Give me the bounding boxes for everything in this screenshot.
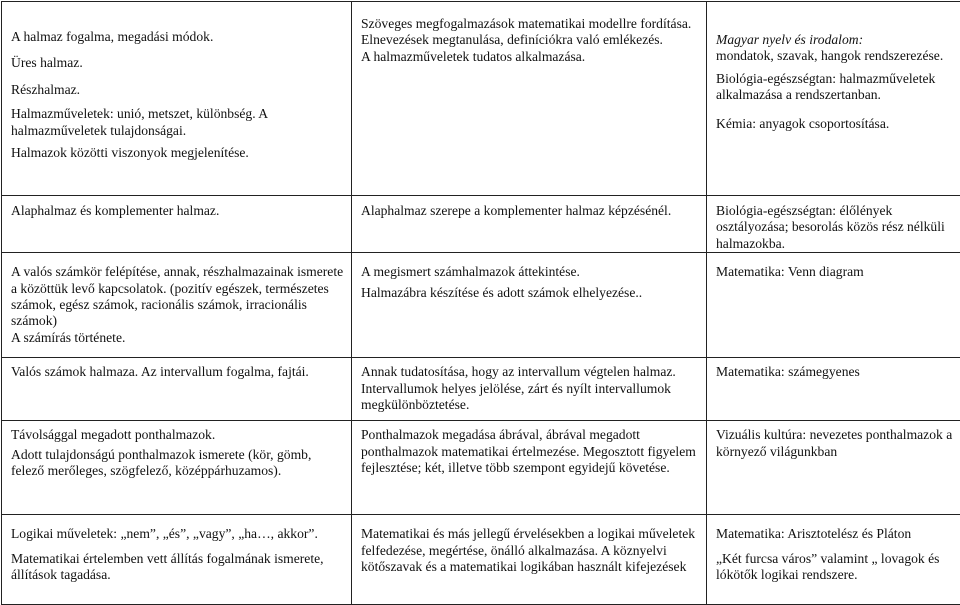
topic-cell [2,358,352,421]
cell-text: Távolsággal megadott ponthalmazok. [11,427,216,443]
cell-text: Ponthalmazok megadása ábrával, ábrával megadott ponthalmazok matematikai értelmezése. Megosztott figyelem fejlesztése; két, illetve több szempont egyidejű követése. [361,427,696,476]
table-row [2,421,960,515]
connections-cell [707,421,960,515]
cell-text: A halmaz fogalma, megadási módok. [11,29,214,44]
cell-text: Üres halmaz. [11,55,83,71]
cell-title: Magyar nyelv és irodalom: [716,32,864,47]
connections-cell [707,515,960,605]
cell-text: Alaphalmaz és komplementer halmaz. [11,203,220,218]
cell-text: Valós számok halmaza. Az intervallum fogalma, fajtái. [11,364,309,380]
connections-cell [707,2,960,196]
cell-text: Vizuális kultúra: nevezetes ponthalmazok a környező világunkban [716,427,953,459]
cell-text: „Két furcsa város” valamint „ lovagok és lókötők logikai rendszere. [716,550,940,583]
cell-text: Biológia-egészségtan: halmazműveletek alkalmazása a rendszertanban. [716,70,936,103]
topic-cell [2,421,352,515]
curriculum-table [1,1,960,605]
table-row [2,196,960,253]
cell-text: mondatok, szavak, hangok rendszerezése. [716,48,944,64]
cell-text: Elnevezések megtanulása, definíciókra való emlékezés. [361,32,663,48]
cell-text: A megismert számhalmazok áttekintése. [361,264,580,280]
skills-cell [352,421,707,515]
table-row [2,253,960,358]
topic-cell [2,515,352,605]
skills-cell [352,2,707,196]
cell-text: A halmazműveletek tudatos alkalmazása. [361,48,586,64]
cell-text: Matematikai és más jellegű érvelésekben a logikai műveletek felfedezése, megértése, önálló alkalmazása. A köznyelvi kötőszavak és a matematikai logikában használt kifejezések [361,526,696,575]
cell-text: Matematikai értelemben vett állítás fogalmának ismerete, állítások tagadása. [11,550,324,583]
cell-text: Biológia-egészségtan: élőlények osztályozása; besorolás közös rész nélküli halmazokba. [716,203,945,251]
cell-text: Halmazábra készítése és adott számok elhelyezése.. [361,284,643,300]
connections-cell [707,196,960,253]
skills-cell [352,358,707,421]
cell-text: Szöveges megfogalmazások matematikai modellre fordítása. [361,16,692,31]
cell-text: Adott tulajdonságú ponthalmazok ismerete (kör, gömb, felező merőleges, szögfelező, középpárhuzamos). [11,446,312,479]
skills-cell [352,196,707,253]
topic-cell [2,196,352,253]
connections-cell [707,253,960,358]
skills-cell [352,515,707,605]
cell-text: A számírás története. [11,329,126,345]
skills-cell [352,253,707,358]
cell-text: Matematika: Arisztotelész és Pláton [716,526,912,542]
cell-text: Halmazok közötti viszonyok megjelenítése. [11,145,249,161]
table-row [2,2,960,196]
topic-cell [2,2,352,196]
cell-text: Logikai műveletek: „nem”, „és”, „vagy”, „ha…, akkor”. [11,526,318,542]
cell-text: Matematika: Venn diagram [716,264,864,280]
table-row [2,358,960,421]
cell-text: Részhalmaz. [11,81,81,97]
topic-cell [2,253,352,358]
cell-text: Matematika: számegyenes [716,364,860,380]
connections-cell [707,358,960,421]
cell-text: Annak tudatosítása, hogy az intervallum végtelen halmaz. Intervallumok helyes jelölése, zárt és nyílt intervallumok megkülönböztetése. [361,364,676,413]
cell-text: A valós számkör felépítése, annak, részhalmazainak ismerete a közöttük levő kapcsolatok. (pozitív egészek, természetes számok, egész számok, racionális számok, irracionális számok) [11,264,344,329]
table-row [2,515,960,605]
cell-text: Halmazműveletek: unió, metszet, különbség. A halmazműveletek tulajdonságai. [11,106,268,138]
cell-text: Alaphalmaz szerepe a komplementer halmaz képzésénél. [361,203,672,218]
cell-text: Kémia: anyagok csoportosítása. [716,115,890,131]
